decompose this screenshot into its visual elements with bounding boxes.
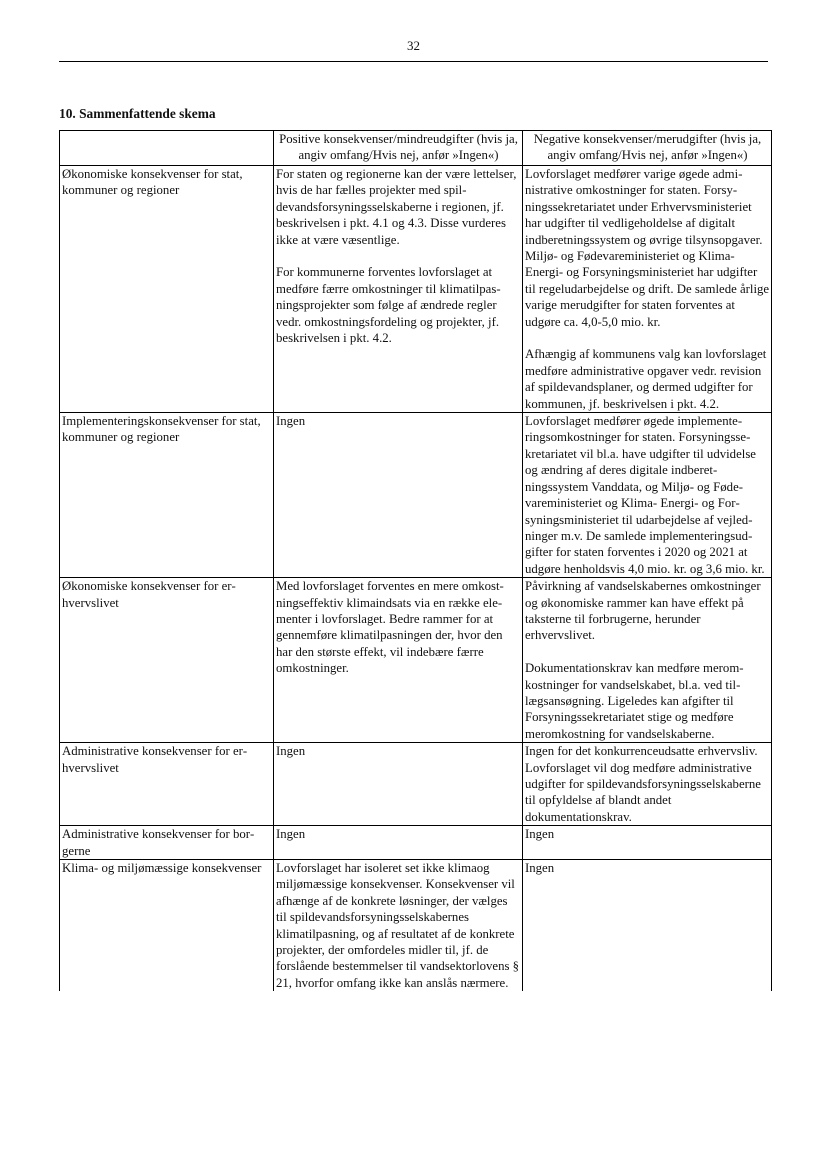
negative-cell — [523, 578, 772, 743]
cell-paragraph: Dokumentationskrav kan medføre meromkostninger for vandselskabet, bl.a. ved tillægsansøgning. Ligeledes kan afgifter til Forsyningssekretariatet stige og medføre meromkostning for vandselskaberne. — [525, 661, 744, 741]
negative-cell — [523, 860, 772, 992]
header-cell-label — [60, 131, 274, 166]
row-label: Økonomiske konsekvenser for erhvervslivet — [60, 578, 274, 743]
header-rule — [59, 61, 768, 62]
header-cell-negative: Negative konsekvenser/merudgifter (hvis ja, angiv omfang/Hvis nej, anfør »Ingen«) — [523, 131, 772, 166]
cell-paragraph: For kommunerne forventes lovforslaget at medføre færre omkostninger til klimatilpasningsprojekter som følge af ændrede regler vedr. omkostningsfordeling og projekter, jf. beskrivelsen i pkt. 4.2. — [276, 265, 501, 346]
positive-cell — [274, 578, 523, 743]
cell-paragraph: Lovforslaget medfører øgede implementeringsomkostninger for staten. Forsyningssekretariatet vil bl.a. have udgifter til udvidelse og ændring af deres digitale indberetningssystem Vanddata, og Miljø- og Fødevareministeriet og Klima- Energi- og Forsyningsministeriet til udarbejdelse af vejledninger m.v. De samlede implementeringsudgifter for staten forventes i 2020 og 2021 at udgøre henholdsvis 4,0 mio. kr. og 3,6 mio. kr. — [525, 414, 765, 576]
cell-paragraph: Lovforslaget medfører varige øgede administrative omkostninger for staten. Forsyningssekretariatet under Erhvervsministeriet har udgifter til vedligeholdelse af digitalt indberetningssystem og øvrige tilsynsopgaver. Miljø- og Fødevareministeriet og Klima- Energi- og Forsyningsministeriet har udgifter til regeludarbejdelse og drift. De samlede årlige varige merudgifter for staten forventes at udgøre ca. 4,0-5,0 mio. kr. — [525, 167, 770, 329]
section-heading: 10. Sammenfattende skema — [59, 106, 216, 121]
cell-paragraph: Ingen for det konkurrenceudsatte erhvervsliv. Lovforslaget vil dog medføre administrative udgifter for spildevandsforsyningsselskaberne til opfyldelse af blandt andet dokumentationskrav. — [525, 744, 761, 824]
negative-cell — [523, 166, 772, 413]
table-header-row — [60, 131, 772, 166]
positive-cell — [274, 413, 523, 578]
table-row — [60, 578, 772, 743]
negative-cell — [523, 743, 772, 826]
row-label: Implementeringskonsekvenser for stat, kommuner og regioner — [60, 413, 274, 578]
positive-cell — [274, 826, 523, 860]
cell-paragraph: Med lovforslaget forventes en mere omkostningseffektiv klimaindsats via en række elementer i lovforslaget. Bedre rammer for at gennemføre klimatilpasningen der, hvor den har den største effekt, vil indebære færre omkostninger. — [276, 579, 504, 676]
table-row — [60, 166, 772, 413]
summary-table — [59, 130, 772, 991]
row-label: Administrative konsekvenser for borgerne — [60, 826, 274, 860]
cell-paragraph: For staten og regionerne kan der være lettelser, hvis de har fælles projekter med spildevandsforsyningsselskaberne i regionen, jf. beskrivelsen i pkt. 4.1 og 4.3. Disse vurderes ikke at være væsentlige. — [276, 167, 517, 247]
cell-paragraph: Afhængig af kommunens valg kan lovforslaget medføre administrative opgaver vedr. revision af spildevandsplaner, og dermed udgifter for kommunen, jf. beskrivelsen i pkt. 4.2. — [525, 347, 767, 411]
page-number: 32 — [407, 38, 420, 53]
cell-paragraph: Ingen — [276, 414, 306, 429]
positive-cell — [274, 860, 523, 992]
table-row — [60, 413, 772, 578]
cell-paragraph: Ingen — [525, 827, 555, 842]
negative-cell — [523, 413, 772, 578]
cell-paragraph: Lovforslaget har isoleret set ikke klimaog miljømæssige konsekvenser. Konsekvenser vil afhænge af de konkrete løsninger, der vælges til spildevandsforsyningsselskabernes klimatilpasning, og af resultatet af de konkrete projekter, der omfordeles midler til, jf. de forslående bestemmelser til vandsektorlovens § 21, hvorfor omfang ikke kan anslås nærmere. — [276, 861, 520, 990]
table-row — [60, 826, 772, 860]
cell-paragraph: Ingen — [276, 744, 306, 759]
table-row — [60, 860, 772, 992]
cell-paragraph: Påvirkning af vandselskabernes omkostninger og økonomiske rammer kan have effekt på taksterne til forbrugerne, herunder erhvervslivet. — [525, 579, 761, 643]
cell-paragraph: Ingen — [276, 827, 306, 842]
row-label: Økonomiske konsekvenser for stat, kommuner og regioner — [60, 166, 274, 413]
positive-cell — [274, 166, 523, 413]
row-label: Klima- og miljømæssige konsekvenser — [60, 860, 274, 992]
cell-paragraph: Ingen — [525, 861, 555, 876]
positive-cell — [274, 743, 523, 826]
table-row — [60, 743, 772, 826]
header-cell-positive: Positive konsekvenser/mindreudgifter (hvis ja, angiv omfang/Hvis nej, anfør »Ingen«) — [274, 131, 523, 166]
negative-cell — [523, 826, 772, 860]
row-label: Administrative konsekvenser for erhvervslivet — [60, 743, 274, 826]
